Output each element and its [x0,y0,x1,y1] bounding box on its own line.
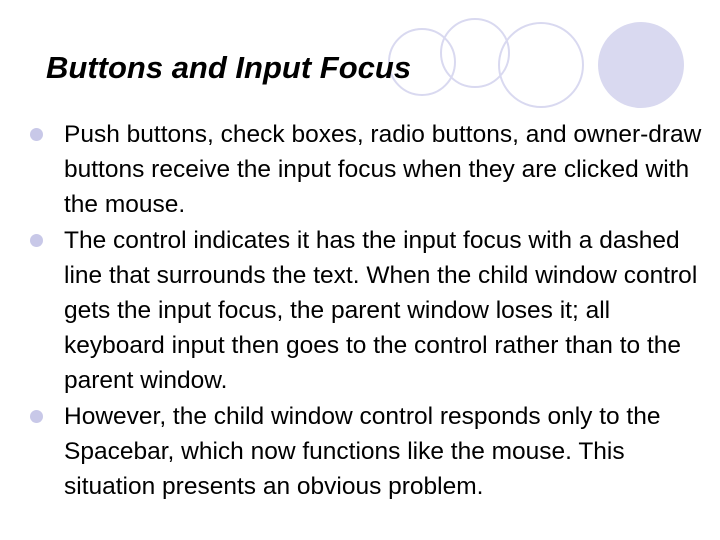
bullet-text: However, the child window control responds only to the Spacebar, which now functions like the mouse. This situation presents an obvious problem. [64,402,661,501]
bullet-text: The control indicates it has the input focus with a dashed line that surrounds the text. When the child window control gets the input focus, the parent window loses it; all keyboard input then goes to the control rather than to the parent window. [64,226,698,395]
bullet-item-1 [30,117,702,223]
slide-title: Buttons and Input Focus [46,50,412,85]
bullet-dot-icon [30,128,43,141]
bullet-dot-icon [30,234,43,247]
bullet-dot-icon [30,410,43,423]
bullet-list [30,117,702,504]
bullet-item-3 [30,399,702,505]
bullet-text: Push buttons, check boxes, radio buttons, and owner-draw buttons receive the input focus when they are clicked with the mouse. [64,121,702,219]
decor-circle-3 [498,22,584,108]
decor-circle-4 [598,22,684,108]
bullet-item-2 [30,223,702,399]
